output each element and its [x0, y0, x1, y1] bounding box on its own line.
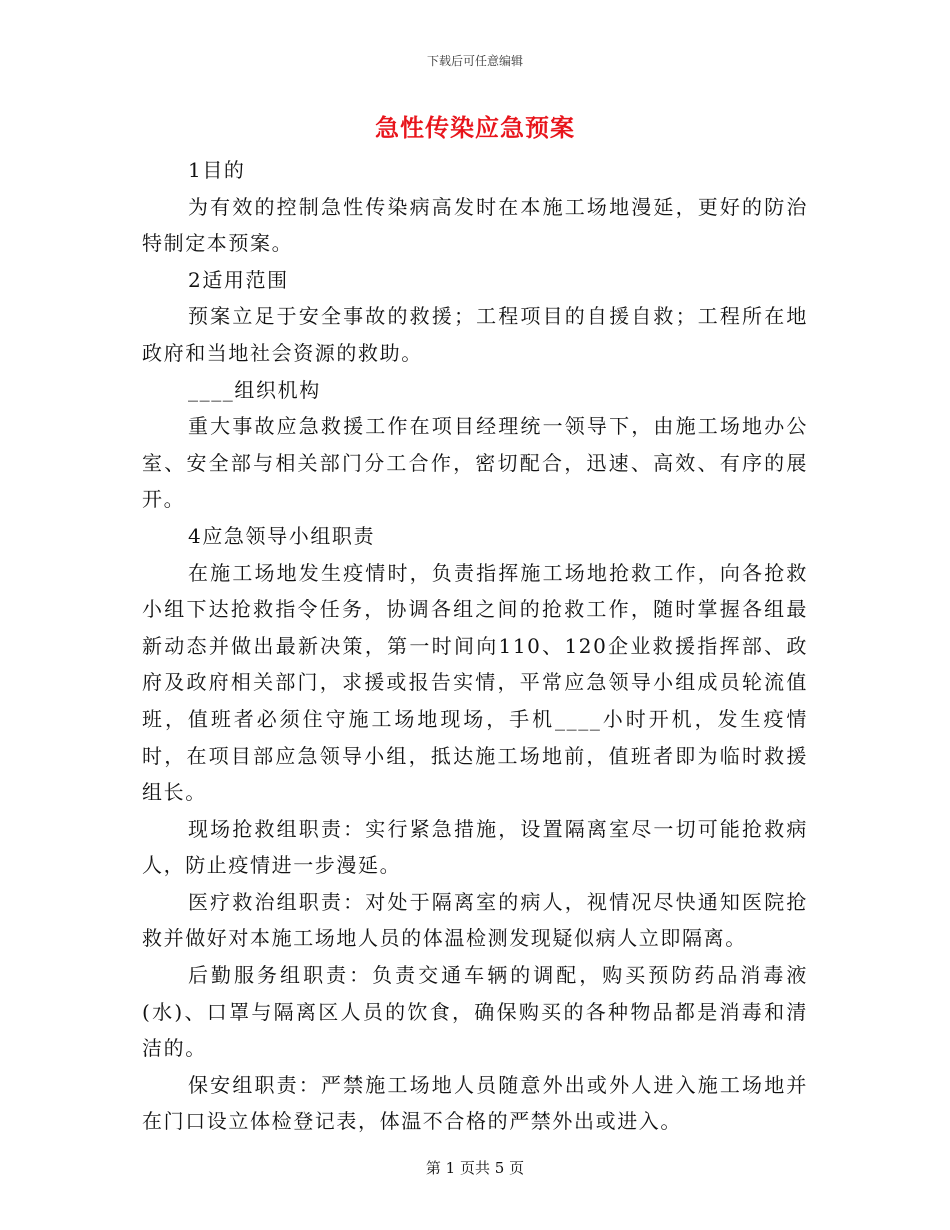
page-header-note: 下载后可任意编辑 — [426, 54, 523, 68]
section-heading: 2适用范围 — [188, 267, 289, 292]
section-heading: 4应急领导小组职责 — [188, 523, 376, 548]
paragraph: 预案立足于安全事故的救援；工程项目的自援自救；工程所在地政府和当地社会资源的救助。 — [142, 304, 808, 365]
paragraph: 重大事故应急救援工作在项目经理统一领导下，由施工场地办公室、安全部与相关部门分工合作，密切配合，迅速、高效、有序的展开。 — [142, 414, 808, 512]
paragraph: 医疗救治组职责：对处于隔离室的病人，视情况尽快通知医院抢救并做好对本施工场地人员的体温检测发现疑似病人立即隔离。 — [142, 889, 808, 951]
paragraph: 保安组职责：严禁施工场地人员随意外出或外人进入施工场地并在门口设立体检登记表，体温不合格的严禁外出或进入。 — [142, 1072, 808, 1134]
section-heading: 1目的 — [188, 158, 246, 182]
document-body — [142, 152, 808, 1140]
section-heading: ____组织机构 — [188, 377, 321, 402]
paragraph: 现场抢救组职责：实行紧急措施，设置隔离室尽一切可能抢救病人，防止疫情进一步漫延。 — [142, 816, 808, 878]
paragraph: 后勤服务组职责：负责交通车辆的调配，购买预防药品消毒液(水)、口罩与隔离区人员的饮食，确保购买的各种物品都是消毒和清洁的。 — [142, 963, 808, 1061]
page-number: 第 1 页共 5 页 — [425, 1159, 525, 1177]
paragraph: 为有效的控制急性传染病高发时在本施工场地漫延，更好的防治特制定本预案。 — [142, 194, 808, 256]
document-title: 急性传染应急预案 — [375, 113, 575, 142]
paragraph: 在施工场地发生疫情时，负责指挥施工场地抢救工作，向各抢救小组下达抢救指令任务，协调各组之间的抢救工作，随时掌握各组最新动态并做出最新决策，第一时间向110、120企业救援指挥部、政府及政府相关部门，求援或报告实情，平常应急领导小组成员轮流值班，值班者必须住守施工场地现场，手机____小时开机，发生疫情时，在项目部应急领导小组，抵达施工场地前，值班者即为临时救援组长。 — [142, 560, 808, 805]
